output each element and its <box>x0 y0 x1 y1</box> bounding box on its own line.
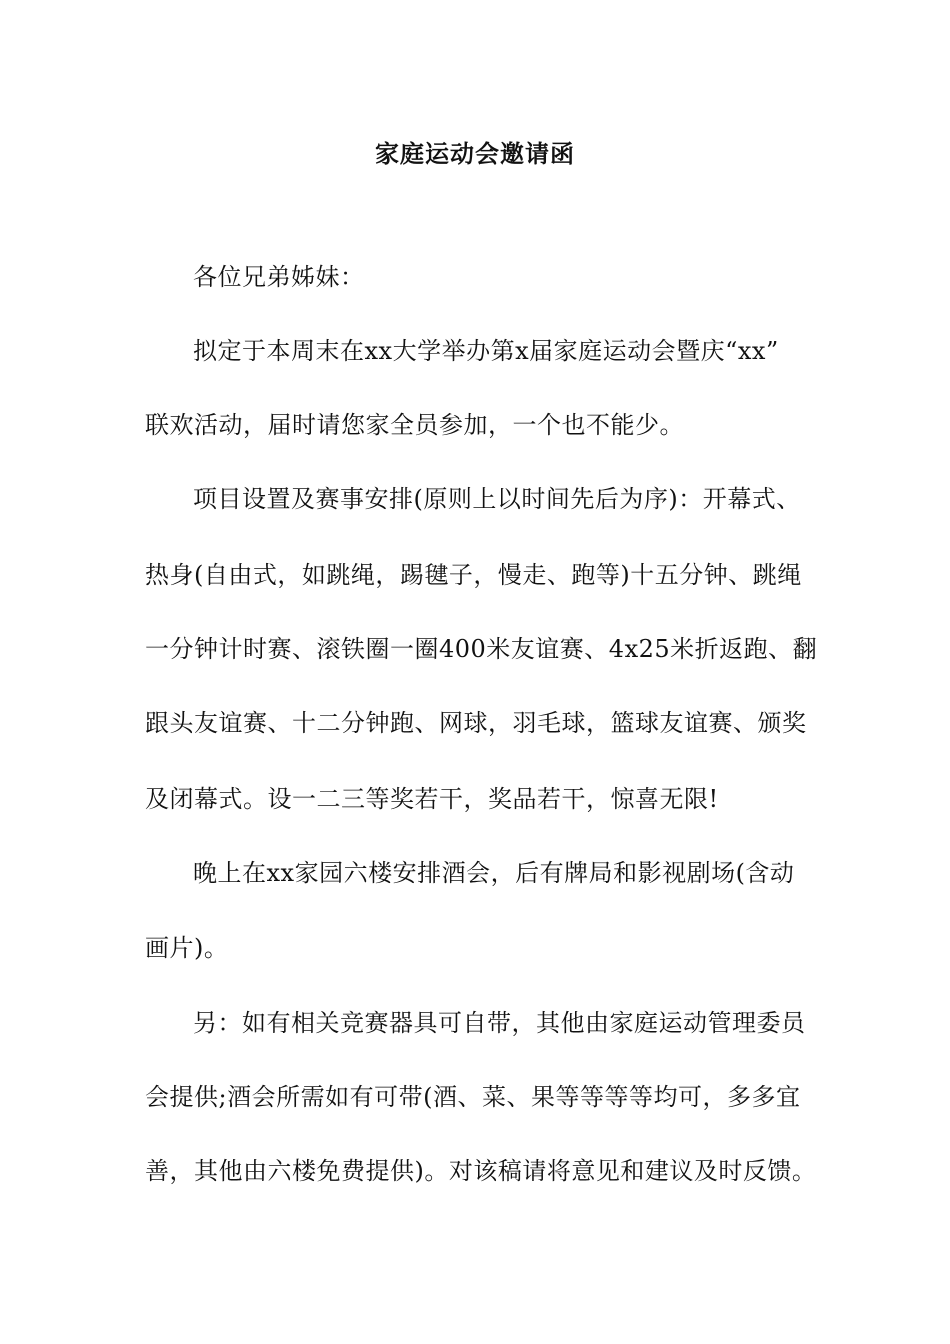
paragraph-line: 另：如有相关竞赛器具可自带，其他由家庭运动管理委员 <box>193 1009 806 1037</box>
paragraph-line: 善，其他由六楼免费提供)。对该稿请将意见和建议及时反馈。 <box>145 1157 817 1185</box>
paragraph-line: 晚上在xx家园六楼安排酒会，后有牌局和影视剧场(含动 <box>193 859 795 887</box>
paragraph-line: 会提供;酒会所需如有可带(酒、菜、果等等等等均可，多多宜 <box>145 1083 801 1111</box>
paragraph-line: 热身(自由式，如跳绳，踢毽子，慢走、跑等)十五分钟、跳绳 <box>145 561 802 589</box>
paragraph-line: 画片)。 <box>145 934 229 962</box>
paragraph-line: 联欢活动，届时请您家全员参加，一个也不能少。 <box>145 411 684 439</box>
paragraph-line: 项目设置及赛事安排(原则上以时间先后为序)：开幕式、 <box>193 485 801 513</box>
paragraph-line: 拟定于本周末在xx大学举办第x届家庭运动会暨庆“xx” <box>193 337 779 365</box>
document-title: 家庭运动会邀请函 <box>375 139 575 168</box>
salutation: 各位兄弟姊妹： <box>193 263 365 291</box>
paragraph-line: 跟头友谊赛、十二分钟跑、网球，羽毛球，篮球友谊赛、颁奖 <box>145 709 807 737</box>
paragraph-line: 一分钟计时赛、滚铁圈一圈400米友谊赛、4x25米折返跑、翻 <box>145 635 818 663</box>
paragraph-line: 及闭幕式。设一二三等奖若干，奖品若干，惊喜无限! <box>145 785 719 813</box>
